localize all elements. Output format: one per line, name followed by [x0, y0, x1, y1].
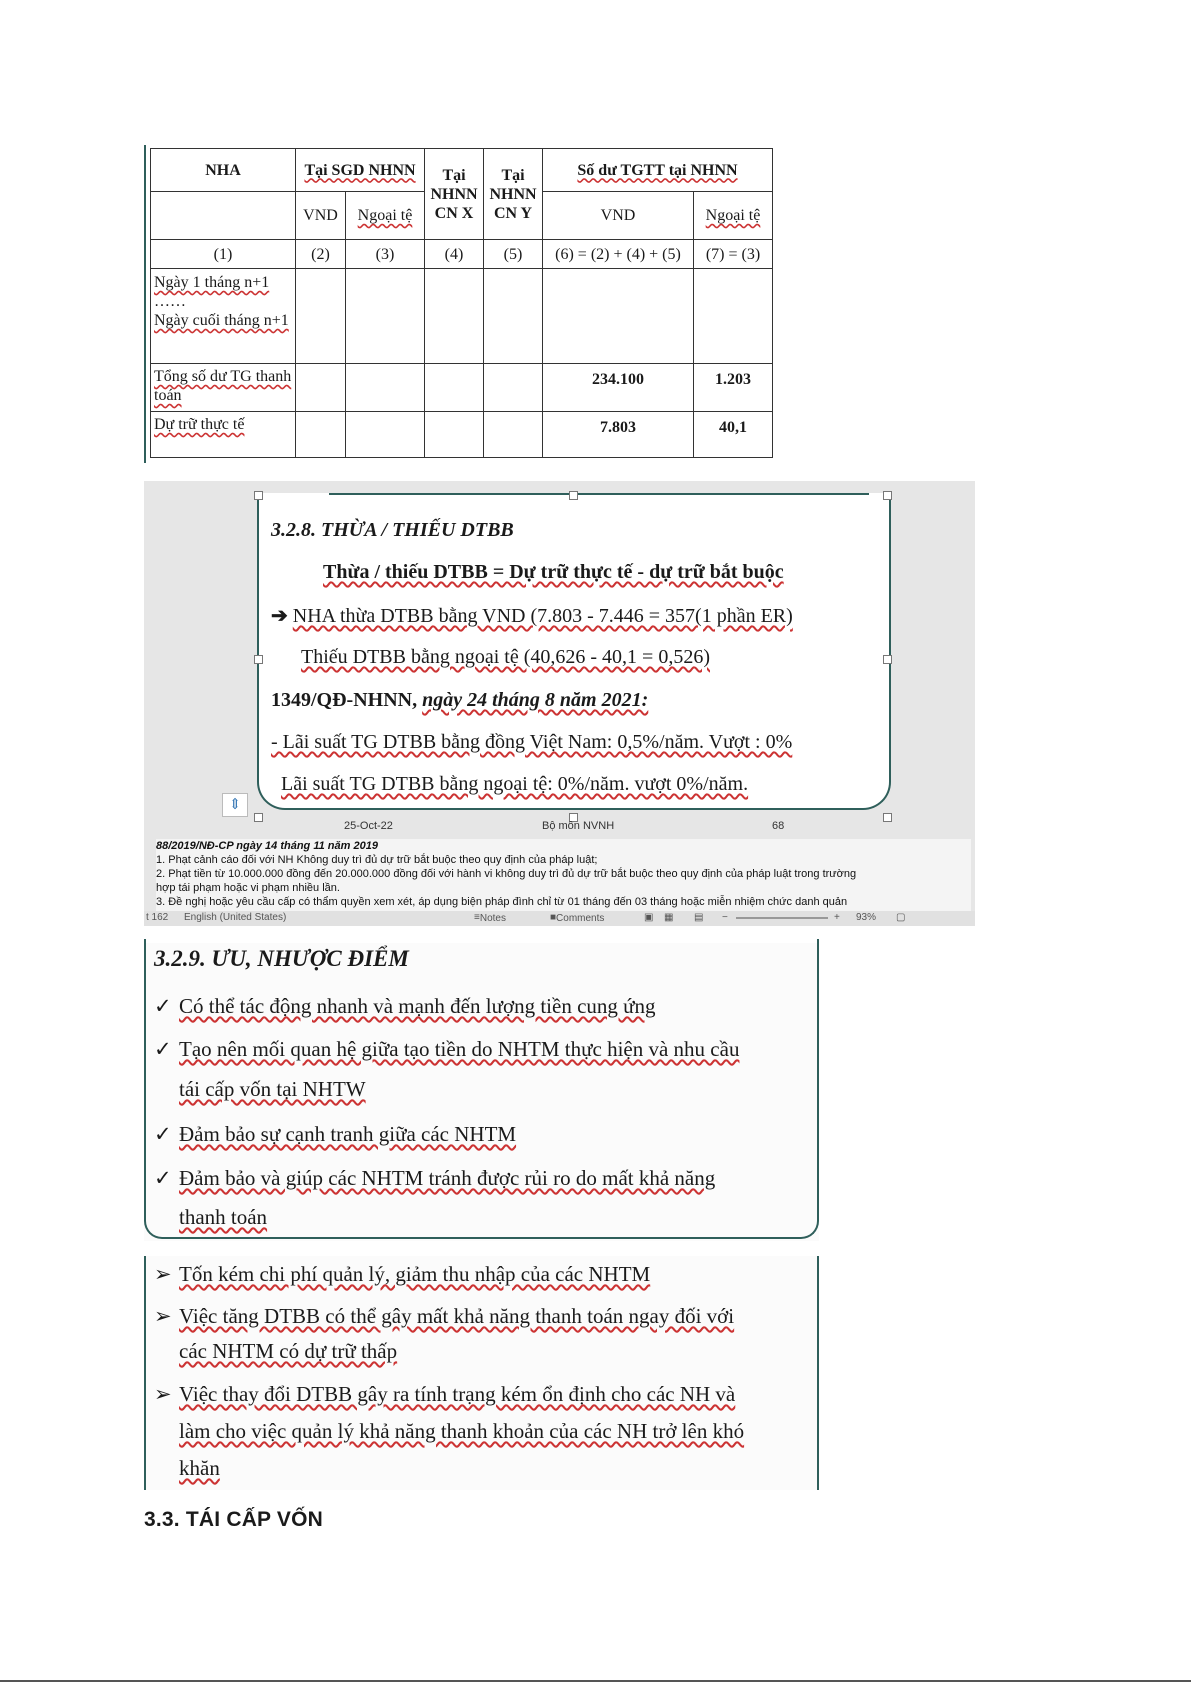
- date-range-cell: [151, 269, 296, 364]
- advantage-item: [154, 1114, 516, 1154]
- disadvantage-text: Việc thay đổi DTBB gây ra tính trạng kém ổn định cho các NH và: [179, 1382, 736, 1406]
- notes-line: hợp tái phạm hoặc vi phạm nhiều lần.: [156, 882, 340, 894]
- footer-date: 25-Oct-22: [344, 820, 393, 832]
- slide-screenshot: [144, 481, 975, 926]
- disadvantage-continuation: khăn: [179, 1456, 220, 1480]
- empty-cell: [484, 269, 543, 364]
- header-so-du: Số dư TGTT tại NHNN: [543, 149, 773, 192]
- index-cell: (6) = (2) + (4) + (5): [543, 240, 694, 269]
- page-bottom-rule: [0, 1680, 1191, 1682]
- empty-cell: [296, 412, 346, 458]
- empty-cell: [151, 192, 296, 240]
- total-ngoai-te: 1.203: [694, 364, 773, 412]
- zoom-in-icon[interactable]: +: [834, 912, 840, 923]
- slide-title: 3.2.8. THỪA / THIẾU DTBB: [271, 519, 514, 541]
- zoom-out-icon[interactable]: −: [722, 912, 728, 923]
- slide-card[interactable]: [257, 493, 891, 810]
- advantage-text: Đảm bảo và giúp các NHTM tránh được rủi ro do mất khả năng: [179, 1166, 716, 1190]
- empty-cell: [484, 412, 543, 458]
- advantage-text: Có thể tác động nhanh và mạnh đến lượng tiền cung ứng: [179, 994, 656, 1018]
- disadvantage-item: [154, 1256, 650, 1293]
- table-left-border: [144, 145, 146, 463]
- slide-formula: Thừa / thiếu DTBB = Dự trữ thực tế - dự trữ bắt buộc: [323, 561, 784, 583]
- advantage-text: Đảm bảo sự cạnh tranh giữa các NHTM: [179, 1122, 517, 1146]
- slide-line-1-text: NHA thừa DTBB bằng VND (7.803 - 7.446 = 357(1 phần ER): [292, 605, 793, 627]
- date-first: Ngày 1 tháng n+1: [154, 274, 270, 291]
- date-dots: ……: [154, 293, 186, 310]
- empty-cell: [425, 269, 484, 364]
- advantage-text: Tạo nên mối quan hệ giữa tạo tiền do NHTM thực hiện và nhu cầu: [179, 1037, 740, 1061]
- footer-dept: Bộ môn NVNH: [542, 820, 615, 832]
- arrowhead-icon: ➢: [154, 1262, 172, 1286]
- disadvantage-continuation: các NHTM có dự trữ thấp: [179, 1339, 398, 1363]
- disadvantage-item: [154, 1298, 734, 1335]
- advantages-title: 3.2.9. ƯU, NHƯỢC ĐIỂM: [154, 946, 409, 971]
- date-last: Ngày cuối tháng n+1: [154, 312, 289, 329]
- empty-cell: [346, 412, 425, 458]
- notes-pane[interactable]: [156, 839, 971, 911]
- empty-cell: [484, 364, 543, 412]
- section-heading: 3.3. TÁI CẤP VỐN: [144, 1508, 324, 1531]
- check-icon: ✓: [154, 1166, 172, 1190]
- notes-heading: 88/2019/NĐ-CP ngày 14 tháng 11 năm 2019: [156, 840, 378, 852]
- slide-footer: [144, 818, 975, 838]
- advantage-item: [154, 1029, 739, 1069]
- subheader-vnd: VND: [296, 192, 346, 240]
- disadvantage-text: Việc tăng DTBB có thể gây mất khả năng thanh toán ngay đối với: [179, 1304, 735, 1328]
- subheader-ngoai-te: Ngoại tệ: [346, 192, 425, 240]
- index-cell: (7) = (3): [694, 240, 773, 269]
- actual-label: Dự trữ thực tế: [151, 412, 296, 458]
- slide-top-line: [329, 493, 869, 495]
- slide-decision: [271, 689, 648, 712]
- notes-line: 1. Phạt cảnh cáo đối với NH Không duy trì đủ dự trữ bắt buộc theo quy định của pháp luật;: [156, 854, 598, 866]
- fit-slide-icon[interactable]: ⇕: [222, 793, 248, 817]
- empty-cell: [296, 364, 346, 412]
- comments-label: Comments: [556, 913, 605, 924]
- total-label: Tổng số dư TG thanh toán: [151, 364, 296, 412]
- fit-window-icon[interactable]: ▢: [896, 912, 906, 923]
- index-cell: (4): [425, 240, 484, 269]
- check-icon: ✓: [154, 994, 172, 1018]
- advantage-item: [154, 1158, 715, 1198]
- normal-view-icon[interactable]: ▣: [644, 912, 654, 923]
- reserve-table: [150, 148, 773, 458]
- check-icon: ✓: [154, 1122, 172, 1146]
- resize-handle[interactable]: [569, 491, 578, 500]
- subheader-ngoai-te-2: Ngoại tệ: [694, 192, 773, 240]
- notes-label: Notes: [479, 913, 506, 924]
- empty-cell: [296, 269, 346, 364]
- index-cell: (5): [484, 240, 543, 269]
- empty-cell: [425, 412, 484, 458]
- decision-date: ngày 24 tháng 8 năm 2021:: [422, 689, 649, 711]
- empty-cell: [543, 269, 694, 364]
- advantage-continuation: thanh toán: [179, 1205, 268, 1229]
- notes-line: 3. Đề nghị hoặc yêu cầu cấp có thẩm quyền xem xét, áp dụng biện pháp đình chỉ từ 01 tháng đến 03 tháng hoặc miễn nhiệm chức danh quản: [156, 896, 848, 908]
- disadvantage-text: Tốn kém chi phí quản lý, giảm thu nhập của các NHTM: [179, 1262, 651, 1286]
- header-cn-x: Tại NHNN CN X: [425, 149, 484, 240]
- resize-handle[interactable]: [254, 491, 263, 500]
- resize-handle[interactable]: [883, 655, 892, 664]
- empty-cell: [425, 364, 484, 412]
- comments-button[interactable]: ■ Comments: [550, 912, 605, 924]
- slide-rate-1: - Lãi suất TG DTBB bằng đồng Việt Nam: 0,5%/năm. Vượt : 0%: [271, 731, 793, 753]
- advantage-item: [154, 986, 656, 1026]
- status-bar: [144, 911, 975, 926]
- total-vnd: 234.100: [543, 364, 694, 412]
- language[interactable]: English (United States): [184, 912, 287, 923]
- arrowhead-icon: ➢: [154, 1382, 172, 1406]
- index-cell: (3): [346, 240, 425, 269]
- zoom-slider[interactable]: [736, 917, 828, 919]
- resize-handle[interactable]: [883, 491, 892, 500]
- notes-line: 2. Phạt tiền từ 10.000.000 đồng đến 20.000.000 đồng đối với hành vi không duy trì đủ dự trữ bắt buộc theo quy định của pháp luật trong trường: [156, 868, 857, 880]
- slide-rate-2: Lãi suất TG DTBB bằng ngoại tệ: 0%/năm. vượt 0%/năm.: [281, 773, 749, 795]
- resize-handle[interactable]: [254, 655, 263, 664]
- decision-ref: 1349/QĐ-NHNN,: [271, 689, 418, 711]
- sorter-view-icon[interactable]: ▦: [664, 912, 674, 923]
- arrow-icon: ➔: [271, 605, 293, 627]
- advantages-image: [144, 943, 819, 1241]
- empty-cell: [694, 269, 773, 364]
- index-cell: (1): [151, 240, 296, 269]
- check-icon: ✓: [154, 1037, 172, 1061]
- index-cell: (2): [296, 240, 346, 269]
- header-cn-y: Tại NHNN CN Y: [484, 149, 543, 240]
- slide-line-2: Thiếu DTBB bằng ngoại tệ (40,626 - 40,1 = 0,526): [301, 646, 710, 668]
- header-nha: NHA: [151, 149, 296, 192]
- subheader-vnd-2: VND: [543, 192, 694, 240]
- slide-number: t 162: [146, 912, 169, 923]
- disadvantages-image: [144, 1256, 819, 1490]
- notes-button[interactable]: ≡ Notes: [474, 912, 506, 924]
- header-sgd: Tại SGD NHNN: [296, 149, 425, 192]
- footer-page: 68: [772, 820, 785, 832]
- reserve-table-image: [144, 145, 804, 460]
- actual-ngoai-te: 40,1: [694, 412, 773, 458]
- reading-view-icon[interactable]: ▤: [694, 912, 704, 923]
- zoom-level[interactable]: 93%: [856, 912, 877, 923]
- disadvantage-continuation: làm cho việc quản lý khả năng thanh khoản của các NH trở lên khó: [179, 1419, 745, 1443]
- arrowhead-icon: ➢: [154, 1304, 172, 1328]
- empty-cell: [346, 364, 425, 412]
- empty-cell: [346, 269, 425, 364]
- advantage-continuation: tái cấp vốn tại NHTW: [179, 1077, 366, 1101]
- disadvantage-item: [154, 1376, 735, 1413]
- slide-line-1: [271, 603, 793, 628]
- actual-vnd: 7.803: [543, 412, 694, 458]
